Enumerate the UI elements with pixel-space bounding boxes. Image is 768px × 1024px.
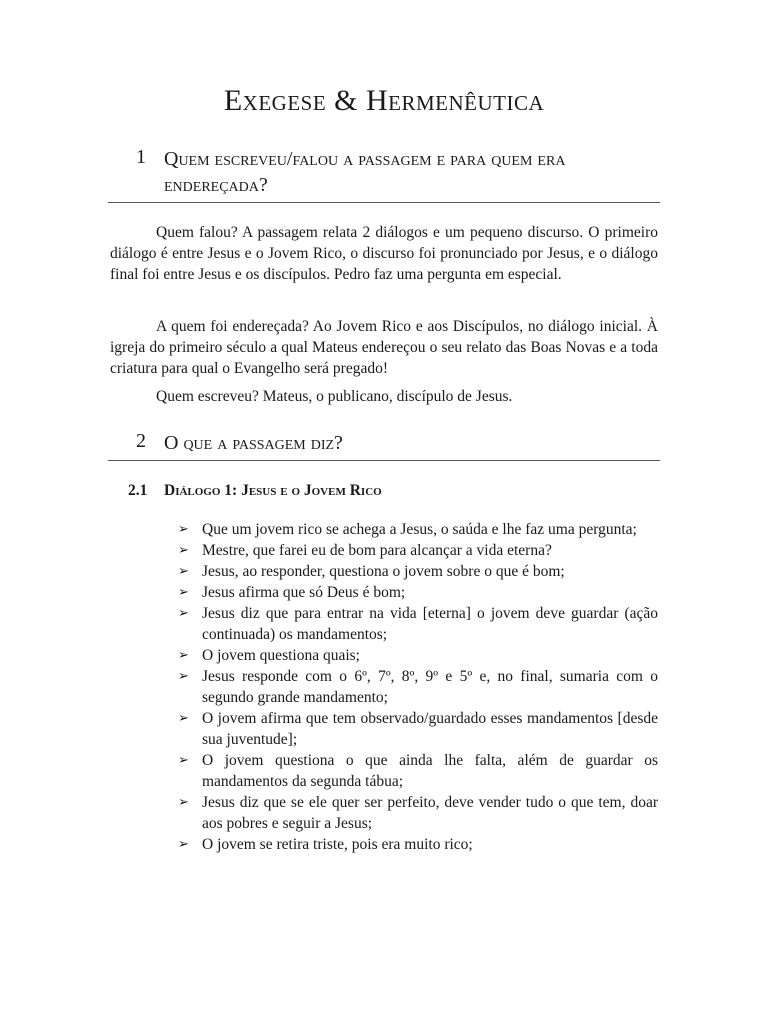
list-item: ➢ O jovem afirma que tem observado/guardado esses mandamentos [desde sua juventude]; [178,710,658,748]
arrow-bullet-icon: ➢ [178,522,189,537]
list-item: ➢ O jovem questiona o que ainda lhe falta, além de guardar os mandamentos da segunda tábua; [178,752,658,790]
arrow-bullet-icon: ➢ [178,711,189,726]
list-item: ➢ Que um jovem rico se achega a Jesus, o saúda e lhe faz uma pergunta; [178,521,637,538]
list-item: ➢ Jesus responde com o 6º, 7º, 8º, 9º e 5º e, no final, sumaria com o segundo grande mandamento; [178,668,658,706]
list-item: ➢ Jesus diz que para entrar na vida [eterna] o jovem deve guardar (ação continuada) os mandamentos; [178,605,658,643]
arrow-bullet-icon: ➢ [178,669,189,684]
arrow-bullet-icon: ➢ [178,606,189,621]
list-item: ➢ Jesus diz que se ele quer ser perfeito, deve vender tudo o que tem, doar aos pobres e seguir a Jesus; [178,794,658,832]
section-1-number: 1 [136,146,146,168]
subsection-2-1-title: Diálogo 1: Jesus e o Jovem Rico [164,482,382,499]
paragraph-addressed-to: A quem foi endereçada? Ao Jovem Rico e aos Discípulos, no diálogo inicial. À igreja do primeiro século a qual Mateus endereçou o seu relato das Boas Novas e a toda criatura para qual o Evangelho será pregado! [110,318,658,377]
arrow-bullet-icon: ➢ [178,648,189,663]
dialogue-1-list [178,519,658,855]
section-1-title: Quem escreveu/falou a passagem e para quem era endereçada? [164,148,566,196]
paragraph-who-spoke: Quem falou? A passagem relata 2 diálogos e um pequeno discurso. O primeiro diálogo é entre Jesus e o Jovem Rico, o discurso foi pronunciado por Jesus, e o diálogo final foi entre Jesus e os discípulos. Pedro faz uma pergunta em especial. [110,224,658,283]
section-2-number: 2 [136,430,146,452]
arrow-bullet-icon: ➢ [178,564,189,579]
section-2-title: O que a passagem diz? [164,432,343,454]
paragraph-who-wrote: Quem escreveu? Mateus, o publicano, discípulo de Jesus. [156,388,513,405]
list-item: ➢ Mestre, que farei eu de bom para alcançar a vida eterna? [178,542,552,559]
arrow-bullet-icon: ➢ [178,585,189,600]
section-2-heading [108,430,660,461]
arrow-bullet-icon: ➢ [178,837,189,852]
arrow-bullet-icon: ➢ [178,753,189,768]
subsection-2-1-heading [128,482,660,500]
section-1-heading [108,146,660,203]
subsection-2-1-number: 2.1 [128,482,148,499]
arrow-bullet-icon: ➢ [178,795,189,810]
list-item: ➢ Jesus afirma que só Deus é bom; [178,584,406,601]
document-title: Exegese & Hermenêutica [223,84,545,117]
list-item: ➢ O jovem se retira triste, pois era muito rico; [178,836,473,853]
list-item: ➢ O jovem questiona quais; [178,647,360,664]
arrow-bullet-icon: ➢ [178,543,189,558]
list-item: ➢ Jesus, ao responder, questiona o jovem sobre o que é bom; [178,563,565,580]
